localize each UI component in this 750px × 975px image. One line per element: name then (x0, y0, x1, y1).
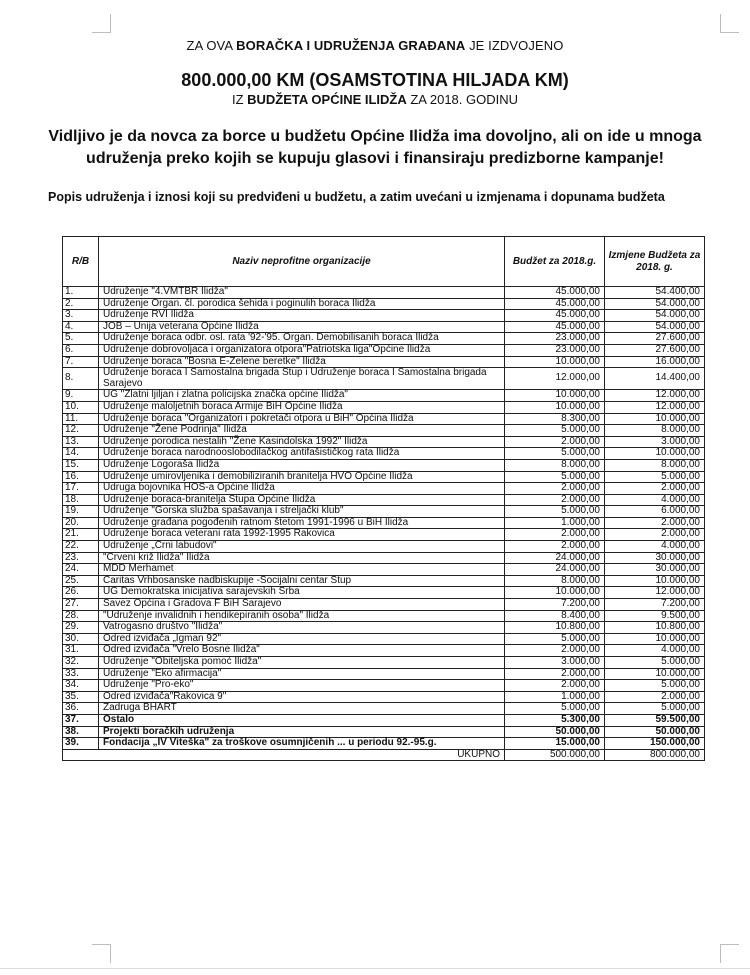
table-header-row (63, 237, 705, 287)
header-line3-emphasis: BUDŽETA OPĆINE ILIDŽA (247, 92, 407, 107)
row-number: 33. (63, 668, 99, 680)
organization-name: Udruženje boraca veterani rata 1992-1995 Rakovica (99, 529, 505, 541)
revised-value: 5.000,00 (605, 703, 705, 715)
budget-value: 23.000,00 (505, 344, 605, 356)
organization-name: Udruženje boraca narodnooslobodilačkog antifašističkog rata Ilidža (99, 448, 505, 460)
row-number: 28. (63, 610, 99, 622)
budget-value: 45.000,00 (505, 321, 605, 333)
revised-value: 5.000,00 (605, 657, 705, 669)
budget-value: 8.000,00 (505, 459, 605, 471)
row-number: 8. (63, 368, 99, 390)
budget-value: 3.000,00 (505, 657, 605, 669)
table-row (63, 483, 705, 495)
row-number: 26. (63, 587, 99, 599)
budget-value: 10.000,00 (505, 401, 605, 413)
budget-value: 10.000,00 (505, 390, 605, 402)
header-line1-prefix: ZA OVA (186, 38, 237, 53)
table-row (63, 691, 705, 703)
budget-value: 2.000,00 (505, 483, 605, 495)
organization-name: Udruženje "Obiteljska pomoć Ilidža" (99, 657, 505, 669)
row-number: 39. (63, 738, 99, 750)
row-number: 4. (63, 321, 99, 333)
budget-value: 2.000,00 (505, 645, 605, 657)
table-row (63, 633, 705, 645)
revised-value: 9.500,00 (605, 610, 705, 622)
row-number: 6. (63, 344, 99, 356)
budget-value: 2.000,00 (505, 436, 605, 448)
crop-mark-top-left (92, 14, 111, 33)
row-number: 20. (63, 517, 99, 529)
crop-mark-bottom-right (720, 944, 739, 963)
revised-value: 30.000,00 (605, 552, 705, 564)
table-row (63, 587, 705, 599)
table-row (63, 436, 705, 448)
header-line3-suffix: ZA 2018. GODINU (406, 92, 519, 107)
table-row (63, 552, 705, 564)
row-number: 29. (63, 622, 99, 634)
row-number: 36. (63, 703, 99, 715)
header-rb: R/B (63, 237, 99, 287)
budget-value: 5.000,00 (505, 506, 605, 518)
organization-name: Vatrogasno društvo "Ilidža" (99, 622, 505, 634)
statement-paragraph: Vidljivo je da novca za borce u budžetu Općine Ilidža ima dovoljno, ali on ide u mnoga udruženja preko kojih se kupuju glasovi i finansiraju predizborne kampanje! (48, 128, 702, 167)
revised-value: 6.000,00 (605, 506, 705, 518)
revised-value: 4.000,00 (605, 494, 705, 506)
budget-value: 24.000,00 (505, 564, 605, 576)
row-number: 24. (63, 564, 99, 576)
header-allocation-line (0, 38, 750, 53)
budget-value: 23.000,00 (505, 333, 605, 345)
organization-name: Ostalo (99, 714, 505, 726)
organization-name: Udruženje RVI Ilidža (99, 310, 505, 322)
table-row (63, 356, 705, 368)
revised-value: 27.600,00 (605, 344, 705, 356)
budget-value: 8.300,00 (505, 413, 605, 425)
table-row (63, 622, 705, 634)
budget-value: 5.000,00 (505, 703, 605, 715)
budget-value: 15.000,00 (505, 738, 605, 750)
table-row (63, 425, 705, 437)
table-row (63, 517, 705, 529)
revised-value: 10.000,00 (605, 448, 705, 460)
revised-value: 30.000,00 (605, 564, 705, 576)
organization-name: UG Demokratska inicijativa sarajevskih Srba (99, 587, 505, 599)
revised-value: 4.000,00 (605, 541, 705, 553)
revised-value: 150.000,00 (605, 738, 705, 750)
crop-mark-bottom-left (92, 944, 111, 963)
table-row (63, 287, 705, 299)
table-row (63, 506, 705, 518)
table-row (63, 298, 705, 310)
budget-table (62, 236, 705, 761)
row-number: 5. (63, 333, 99, 345)
organization-name: Savez Općina i Gradova F BiH Sarajevo (99, 599, 505, 611)
revised-value: 10.000,00 (605, 668, 705, 680)
budget-value: 2.000,00 (505, 668, 605, 680)
row-number: 23. (63, 552, 99, 564)
table-row (63, 413, 705, 425)
organization-name: Odred izviđača "Vrelo Bosne Ilidža" (99, 645, 505, 657)
organization-name: Udruga bojovnika HOS-a Općine Ilidža (99, 483, 505, 495)
budget-value: 5.000,00 (505, 448, 605, 460)
revised-value: 5.000,00 (605, 680, 705, 692)
table-row (63, 401, 705, 413)
total-revised: 800.000,00 (605, 749, 705, 761)
revised-value: 8.000,00 (605, 459, 705, 471)
table-total-row (63, 749, 705, 761)
revised-value: 54.000,00 (605, 321, 705, 333)
budget-value: 2.000,00 (505, 541, 605, 553)
budget-value: 45.000,00 (505, 310, 605, 322)
row-number: 34. (63, 680, 99, 692)
organization-name: MDD Merhamet (99, 564, 505, 576)
table-row (63, 657, 705, 669)
table-row (63, 668, 705, 680)
budget-value: 1.000,00 (505, 691, 605, 703)
organization-name: Udruženje umirovljenika i demobiliziranih branitelja HVO Općine Ilidža (99, 471, 505, 483)
table-row (63, 726, 705, 738)
budget-value: 8.000,00 (505, 575, 605, 587)
revised-value: 4.000,00 (605, 645, 705, 657)
table-row (63, 368, 705, 390)
budget-value: 5.300,00 (505, 714, 605, 726)
header-organization: Naziv neprofitne organizacije (99, 237, 505, 287)
row-number: 27. (63, 599, 99, 611)
revised-value: 54.400,00 (605, 287, 705, 299)
organization-name: Odred izviđača „Igman 92" (99, 633, 505, 645)
revised-value: 10.000,00 (605, 413, 705, 425)
row-number: 35. (63, 691, 99, 703)
revised-value: 59.500,00 (605, 714, 705, 726)
row-number: 2. (63, 298, 99, 310)
table-row (63, 310, 705, 322)
table-row (63, 714, 705, 726)
row-number: 9. (63, 390, 99, 402)
organization-name: UG "Zlatni ljiljan i zlatna policijska značka općine Ilidža" (99, 390, 505, 402)
table-row (63, 680, 705, 692)
row-number: 18. (63, 494, 99, 506)
revised-value: 8.000,00 (605, 425, 705, 437)
revised-value: 14.400,00 (605, 368, 705, 390)
budget-value: 2.000,00 (505, 494, 605, 506)
table-row (63, 599, 705, 611)
table-row (63, 703, 705, 715)
row-number: 31. (63, 645, 99, 657)
organization-name: Udruženje "Pro-eko" (99, 680, 505, 692)
organization-name: Udruženje "Eko afirmacija" (99, 668, 505, 680)
budget-value: 2.000,00 (505, 680, 605, 692)
table-row (63, 541, 705, 553)
organization-name: Udruženje boraca "Organizatori i pokretači otpora u BiH" Općina Ilidža (99, 413, 505, 425)
revised-value: 12.000,00 (605, 390, 705, 402)
row-number: 7. (63, 356, 99, 368)
revised-value: 27.600,00 (605, 333, 705, 345)
revised-value: 50.000,00 (605, 726, 705, 738)
row-number: 12. (63, 425, 99, 437)
budget-value: 12.000,00 (505, 368, 605, 390)
budget-value: 10.000,00 (505, 587, 605, 599)
budget-value: 10.800,00 (505, 622, 605, 634)
budget-value: 10.000,00 (505, 356, 605, 368)
revised-value: 3.000,00 (605, 436, 705, 448)
revised-value: 54.000,00 (605, 298, 705, 310)
budget-value: 5.000,00 (505, 425, 605, 437)
budget-value: 5.000,00 (505, 471, 605, 483)
table-row (63, 738, 705, 750)
organization-name: Udruženje "4.VMTBR Ilidža" (99, 287, 505, 299)
revised-value: 5.000,00 (605, 471, 705, 483)
revised-value: 2.000,00 (605, 529, 705, 541)
row-number: 25. (63, 575, 99, 587)
revised-value: 10.000,00 (605, 633, 705, 645)
row-number: 17. (63, 483, 99, 495)
revised-value: 12.000,00 (605, 587, 705, 599)
revised-value: 16.000,00 (605, 356, 705, 368)
row-number: 1. (63, 287, 99, 299)
page-bottom-rule (0, 968, 750, 969)
revised-value: 2.000,00 (605, 691, 705, 703)
organization-name: "Crveni križ Ilidža" Ilidža (99, 552, 505, 564)
organization-name: Udruženje dobrovoljaca i organizatora otpora"Patriotska liga"Općine Ilidža (99, 344, 505, 356)
organization-name: Projekti boračkih udruženja (99, 726, 505, 738)
crop-mark-top-right (720, 14, 739, 33)
organization-name: Udruženje boraca I Samostalna brigada Stup i Udruženje boraca I Samostalna brigada Sarajevo (99, 368, 505, 390)
organization-name: Odred izviđača"Rakovica 9" (99, 691, 505, 703)
header-budget-2018: Budžet za 2018.g. (505, 237, 605, 287)
table-row (63, 529, 705, 541)
row-number: 14. (63, 448, 99, 460)
row-number: 30. (63, 633, 99, 645)
header-line1-emphasis: BORAČKA I UDRUŽENJA GRAĐANA (236, 38, 466, 53)
budget-value: 7.200,00 (505, 599, 605, 611)
organization-name: Udruženje Logoraša Ilidža (99, 459, 505, 471)
table-row (63, 564, 705, 576)
organization-name: Zadruga BHART (99, 703, 505, 715)
row-number: 37. (63, 714, 99, 726)
row-number: 13. (63, 436, 99, 448)
revised-value: 2.000,00 (605, 483, 705, 495)
budget-value: 1.000,00 (505, 517, 605, 529)
row-number: 22. (63, 541, 99, 553)
budget-value: 24.000,00 (505, 552, 605, 564)
organization-name: "Udruženje invalidnih i hendikepiranih osoba" Ilidža (99, 610, 505, 622)
budget-value: 45.000,00 (505, 287, 605, 299)
table-row (63, 575, 705, 587)
organization-name: JOB – Unija veterana Općine Ilidža (99, 321, 505, 333)
table-row (63, 645, 705, 657)
organization-name: Udruženje boraca-branitelja Stupa Općine Ilidža (99, 494, 505, 506)
revised-value: 2.000,00 (605, 517, 705, 529)
organization-name: Udruženje boraca "Bosna E-Zelene beretke" Ilidža (99, 356, 505, 368)
table-row (63, 471, 705, 483)
row-number: 3. (63, 310, 99, 322)
table-row (63, 321, 705, 333)
organization-name: Udruženje Organ. čl. porodica šehida i poginulih boraca Ilidža (99, 298, 505, 310)
revised-value: 54.000,00 (605, 310, 705, 322)
organization-name: Fondacija „IV Viteška" za troškove osumnjičenih ... u periodu 92.-95.g. (99, 738, 505, 750)
organization-name: Caritas Vrhbosanske nadbiskupije -Socijalni centar Stup (99, 575, 505, 587)
row-number: 10. (63, 401, 99, 413)
header-source-line (0, 92, 750, 107)
total-budget: 500.000,00 (505, 749, 605, 761)
budget-value: 2.000,00 (505, 529, 605, 541)
organization-name: Udruženje "Gorska služba spašavanja i streljački klub" (99, 506, 505, 518)
row-number: 19. (63, 506, 99, 518)
budget-value: 50.000,00 (505, 726, 605, 738)
revised-value: 12.000,00 (605, 401, 705, 413)
total-label: UKUPNO (99, 749, 505, 761)
budget-value: 45.000,00 (505, 298, 605, 310)
list-intro: Popis udruženja i iznosi koji su predviđeni u budžetu, a zatim uvećani u izmjenama i dopunama budžeta (48, 190, 665, 204)
table-row (63, 494, 705, 506)
row-number: 16. (63, 471, 99, 483)
row-number: 32. (63, 657, 99, 669)
row-number: 21. (63, 529, 99, 541)
header-line3-prefix: IZ (231, 92, 248, 107)
table-row (63, 344, 705, 356)
header-revised-budget-2018: Izmjene Budžeta za 2018. g. (605, 237, 705, 287)
budget-value: 8.400,00 (505, 610, 605, 622)
header-line1-suffix: JE IZDVOJENO (465, 38, 564, 53)
revised-value: 7.200,00 (605, 599, 705, 611)
revised-value: 10.800,00 (605, 622, 705, 634)
row-number: 15. (63, 459, 99, 471)
organization-name: Udruženje „Crni labudovi" (99, 541, 505, 553)
table-row (63, 610, 705, 622)
organization-name: Udruženje građana pogođenih ratnom štetom 1991-1996 u BiH Ilidža (99, 517, 505, 529)
row-number: 11. (63, 413, 99, 425)
budget-value: 5.000,00 (505, 633, 605, 645)
table-row (63, 333, 705, 345)
table-row (63, 459, 705, 471)
organization-name: Udruženje porodica nestalih "Žene Kasindolska 1992" Ilidža (99, 436, 505, 448)
organization-name: Udruženje maloljetnih boraca Armije BiH Općine Ilidža (99, 401, 505, 413)
row-number: 38. (63, 726, 99, 738)
header-amount: 800.000,00 KM (OSAMSTOTINA HILJADA KM) (181, 70, 569, 90)
total-empty-cell (63, 749, 99, 761)
revised-value: 10.000,00 (605, 575, 705, 587)
table-row (63, 448, 705, 460)
organization-name: Udruženje "Žene Podrinja" Ilidža (99, 425, 505, 437)
organization-name: Udruženje boraca odbr. osl. rata '92-'95. Organ. Demobilisanih boraca Ilidža (99, 333, 505, 345)
table-row (63, 390, 705, 402)
